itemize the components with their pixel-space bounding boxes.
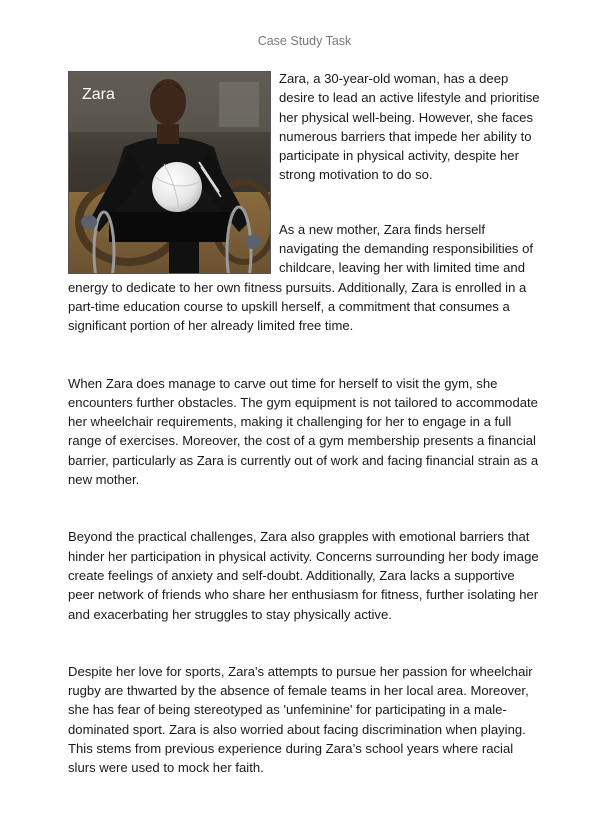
zara-photo: [68, 71, 271, 274]
paragraph-intro: Zara, a 30-year-old woman, has a deep desire to lead an active lifestyle and prioritise her physical well-being. However, she faces numerous barriers that impede her ability to participate in physical activity, despite her strong motivation to do so.: [279, 71, 540, 183]
paragraph-gym: When Zara does manage to carve out time for herself to visit the gym, she encounters further obstacles. The gym equipment is not tailored to accommodate her wheelchair requirements, making it challenging for her to engage in a full range of exercises. Moreover, the cost of a gym membership presents a financial barrier, particularly as Zara is currently out of work and facing financial strain as a new mother.: [68, 375, 539, 488]
paragraph-emotional: Beyond the practical challenges, Zara also grapples with emotional barriers that hinder her participation in physical activity. Concerns surrounding her body image create feelings of anxiety and self-doubt. Additionally, Zara lacks a supportive peer network of friends who share her enthusiasm for fitness, further isolating her and exacerbating her struggles to stay physically active.: [68, 529, 539, 622]
paragraph-rugby: Despite her love for sports, Zara's attempts to pursue her passion for wheelchair rugby are thwarted by the absence of female teams in her local area. Moreover, she has fear of being stereotyped as 'unfeminine' for participating in a male-dominated sport. Zara is also worried about facing discrimination when playing. This stems from previous experience during Zara’s school years where racial slurs were used to mock her faith.: [68, 663, 533, 776]
paragraph-childcare: As a new mother, Zara finds herself navigating the demanding responsibilities of childcare, leaving her with limited time and energy to dedicate to her own fitness pursuits. Additionally, Zara is enrolled in a part-time education course to upskill herself, a commitment that consumes a significant portion of her already limited free time.: [68, 221, 534, 334]
photo-caption: Zara: [82, 86, 115, 103]
page-header: Case Study Task: [257, 34, 352, 48]
document-body: [68, 69, 544, 778]
